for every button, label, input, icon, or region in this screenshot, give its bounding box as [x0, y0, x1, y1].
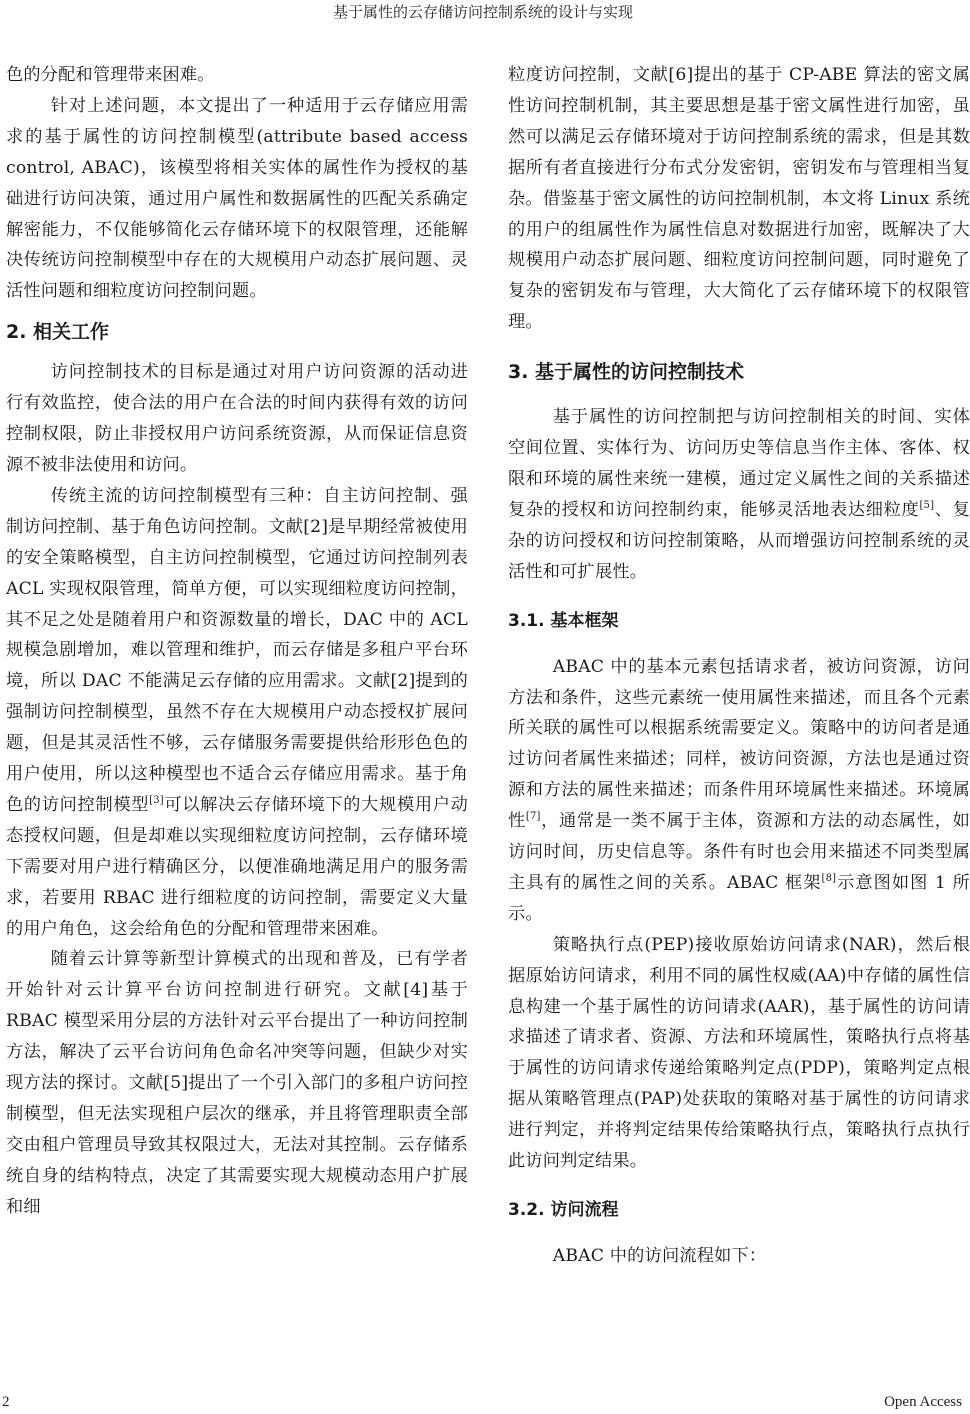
text-run: ABAC 中的基本元素包括请求者，被访问资源，访问方法和条件，这些元素统一使用属性来描述，而且各个元素所关联的属性可以根据系统需要定义。策略中的访问者是通过访问者属性来描述；同样，被访问资源，方法也是通过资源和方法的属性来描述；而条件用环境属性来描述。环境属性 [508, 656, 970, 832]
page-number: 2 [2, 1394, 10, 1410]
journal-name: Open Access [884, 1394, 962, 1410]
paragraph: 随着云计算等新型计算模式的出现和普及，已有学者开始针对云计算平台访问控制进行研究。文献[4]基于 RBAC 模型采用分层的方法针对云平台提出了一种访问控制方法，解决了云平台访问角色命名冲突等问题，但缺少对实现方法的探讨。文献[5]提出了一个引入部门的多租户访问控制模型，但无法实现租户层次的继承，并且将管理职责全部交由租户管理员导致其权限过大，无法对其控制。云存储系统自身的结构特点，决定了其需要实现大规模动态用户扩展和细 [6, 949, 468, 1217]
text-run: 可以解决云存储环境下的大规模用户动态授权问题，但是却难以实现细粒度访问控制，云存储环境下需要对用户进行精确区分，以便准确地满足用户的服务需求，若要用 RBAC 进行细粒度的访问控制，需要定义大量的用户角色，这会给角色的分配和管理带来困难。 [6, 794, 469, 939]
text-run: ，通常是一类不属于主体，资源和方法的动态属性，如访问时间，历史信息等。条件有时也会用来描述不同类型属主具有的属性之间的关系。ABAC 框架 [508, 811, 970, 893]
paragraph [508, 652, 970, 930]
text-run: 基于属性的访问控制把与访问控制相关的时间、实体空间位置、实体行为、访问历史等信息当作主体、客体、权限和环境的属性来统一建模，通过定义属性之间的关系描述复杂的授权和访问控制约束，能够灵活地表达细粒度 [508, 407, 970, 520]
text-run: 示意图如图 1 所示。 [508, 872, 970, 924]
section-heading: 3. 基于属性的访问控制技术 [508, 361, 745, 384]
paragraph [6, 481, 468, 945]
running-header: 基于属性的云存储访问控制系统的设计与实现 [332, 3, 633, 21]
text-run: 传统主流的访问控制模型有三种：自主访问控制、强制访问控制、基于角色访问控制。文献[2]是早期经常被使用的安全策略模型，自主访问控制模型，它通过访问控制列表 ACL 实现权限管理，简单方便，可以实现细粒度访问控制，其不足之处是随着用户和资源数量的增长，DAC 中的 ACL 规模急剧增加，难以管理和维护，而云存储是多租户平台环境，所以 DAC 不能满足云存储的应用需求。文献[2]提到的强制访问控制模型，虽然不存在大规模用户动态授权扩展问题，但是其灵活性不够，云存储服务需要提供给形形色色的用户使用，所以这种模型也不适合云存储应用需求。基于角色的访问控制模型 [6, 485, 468, 815]
text-run: 、复杂的访问授权和访问控制策略，从而增强访问控制系统的灵活性和可扩展性。 [508, 499, 970, 582]
paragraph: 访问控制技术的目标是通过对用户访问资源的活动进行有效监控，使合法的用户在合法的时间内获得有效的访问控制权限，防止非授权用户访问系统资源，从而保证信息资源不被非法使用和访问。 [6, 362, 468, 475]
citation: [5] [919, 499, 935, 511]
paragraph [508, 402, 970, 587]
paragraph: 针对上述问题，本文提出了一种适用于云存储应用需求的基于属性的访问控制模型(attribute based access control, ABAC)，该模型将相关实体的属性作为授权的基础进行访问决策，通过用户属性和数据属性的匹配关系确定解密能力，不仅能够简化云存储环境下的权限管理，还能解决传统访问控制模型中存在的大规模用户动态扩展问题、灵活性问题和细粒度访问控制问题。 [6, 95, 468, 302]
paragraph: ABAC 中的访问流程如下： [552, 1246, 767, 1266]
subsection-heading: 3.1. 基本框架 [508, 610, 619, 631]
citation: [7] [525, 811, 541, 823]
citation: [3] [149, 794, 164, 806]
paragraph: 色的分配和管理带来困难。 [6, 65, 215, 85]
left-column [6, 60, 468, 1223]
section-heading: 2. 相关工作 [6, 321, 110, 344]
subsection-heading: 3.2. 访问流程 [508, 1200, 619, 1220]
paragraph: 粒度访问控制，文献[6]提出的基于 CP-ABE 算法的密文属性访问控制机制，其主要思想是基于密文属性进行加密，虽然可以满足云存储环境对于访问控制系统的需求，但是其数据所有者直接进行分布式分发密钥，密钥发布与管理相当复杂。借鉴基于密文属性的访问控制机制，本文将 Linux 系统的用户的组属性作为属性信息对数据进行加密，既解决了大规模用户动态扩展问题、细粒度访问控制问题，同时避免了复杂的密钥发布与管理，大大简化了云存储环境下的权限管理。 [508, 65, 970, 333]
citation: [8] [821, 872, 837, 884]
right-column [508, 60, 970, 1272]
paragraph: 策略执行点(PEP)接收原始访问请求(NAR)，然后根据原始访问请求，利用不同的属性权威(AA)中存储的属性信息构建一个基于属性的访问请求(AAR)，基于属性的访问请求描述了请求者、资源、方法和环境属性，策略执行点将基于属性的访问请求传递给策略判定点(PDP)，策略判定点根据从策略管理点(PAP)处获取的策略对基于属性的访问请求进行判定，并将判定结果传给策略执行点，策略执行点执行此访问判定结果。 [508, 934, 970, 1172]
